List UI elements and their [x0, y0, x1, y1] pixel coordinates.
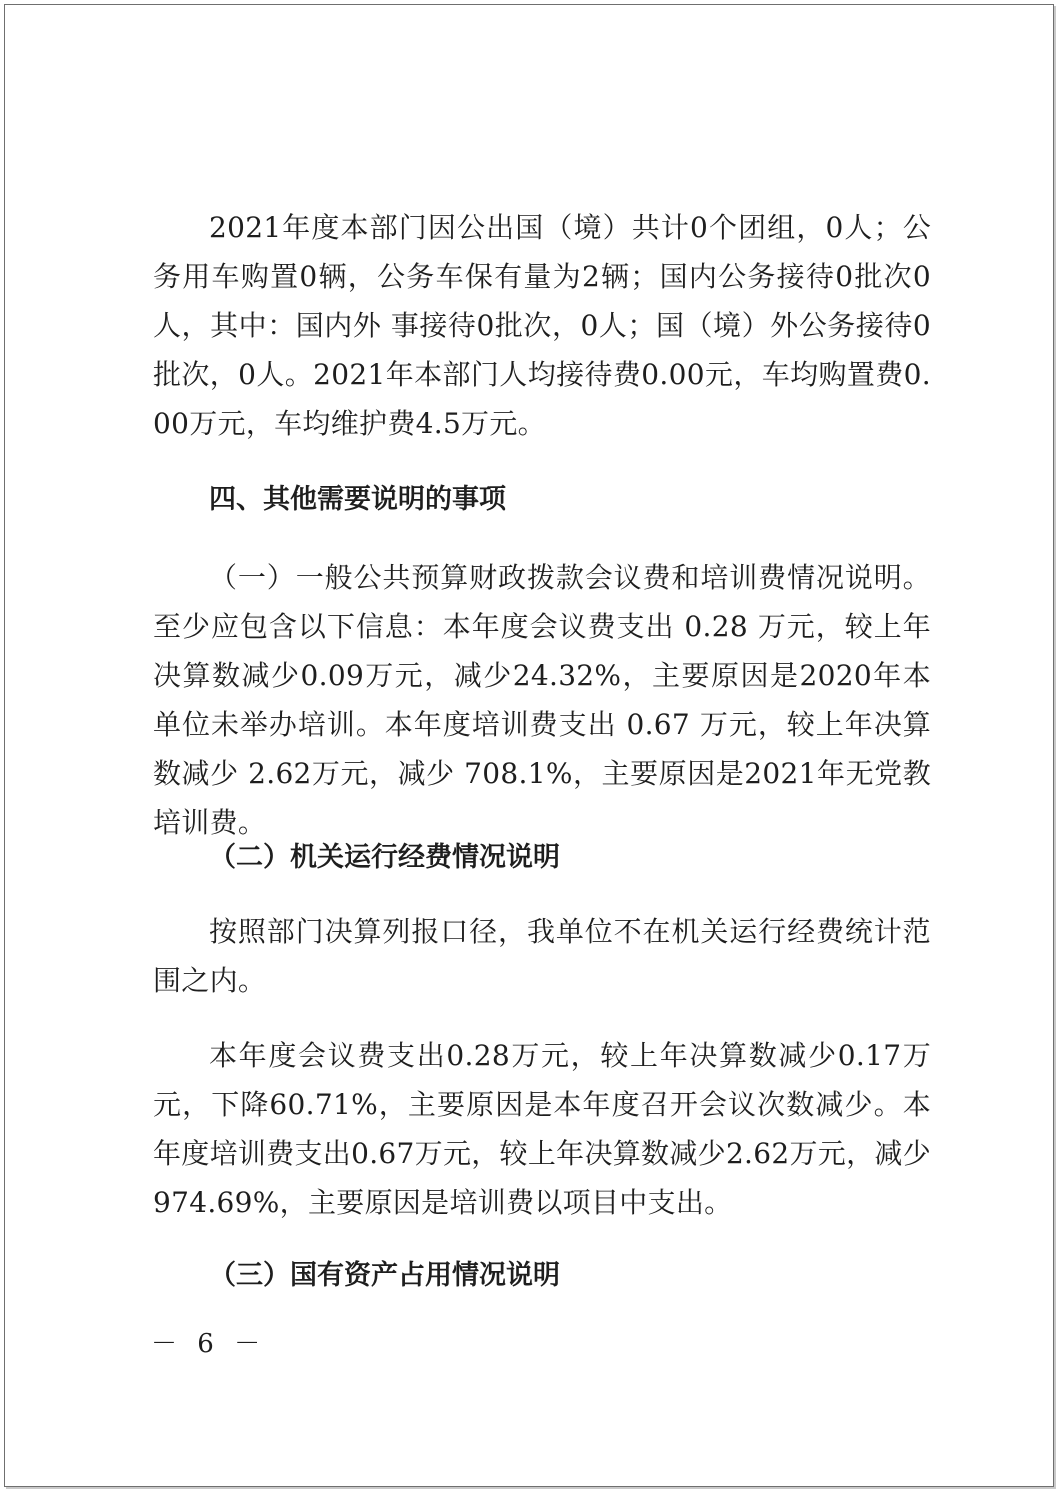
section-heading-other-matters: 四、其他需要说明的事项 — [209, 484, 506, 515]
paragraph-meeting-training-fees — [153, 553, 931, 847]
subheading-state-assets: （三）国有资产占用情况说明 — [209, 1260, 560, 1291]
paragraph-text: 本年度会议费支出0.28万元，较上年决算数减少0.17万元，下降60.71%，主要原因是本年度召开会议次数减少。本年度培训费支出0.67万元，较上年决算数减少2.62万元，减少974.69%，主要原因是培训费以项目中支出。 — [153, 1039, 931, 1219]
paragraph-text: （一）一般公共预算财政拨款会议费和培训费情况说明。至少应包含以下信息：本年度会议费支出 0.28 万元，较上年决算数减少0.09万元，减少24.32%，主要原因是2020年本单位未举办培训。本年度培训费支出 0.67 万元，较上年决算数减少 2.62万元，减少 708.1%，主要原因是2021年无党教培训费。 — [153, 561, 931, 839]
paragraph-overseas-vehicle-reception — [153, 203, 931, 448]
page-number: － 6 － — [151, 1329, 267, 1359]
paragraph-operating-expenses-scope — [153, 907, 931, 1005]
paragraph-text: 2021年度本部门因公出国（境）共计0个团组，0人；公务用车购置0辆，公务车保有量为2辆；国内公务接待0批次0人，其中：国内外 事接待0批次，0人；国（境）外公务接待0批次，0人。2021年本部门人均接待费0.00元，车均购置费0.00万元，车均维护费4.5万元。 — [153, 211, 931, 440]
paragraph-meeting-training-detail — [153, 1031, 931, 1227]
paragraph-text: 按照部门决算列报口径，我单位不在机关运行经费统计范围之内。 — [153, 915, 931, 997]
subheading-operating-expenses: （二）机关运行经费情况说明 — [209, 842, 560, 873]
document-page — [4, 4, 1054, 1487]
